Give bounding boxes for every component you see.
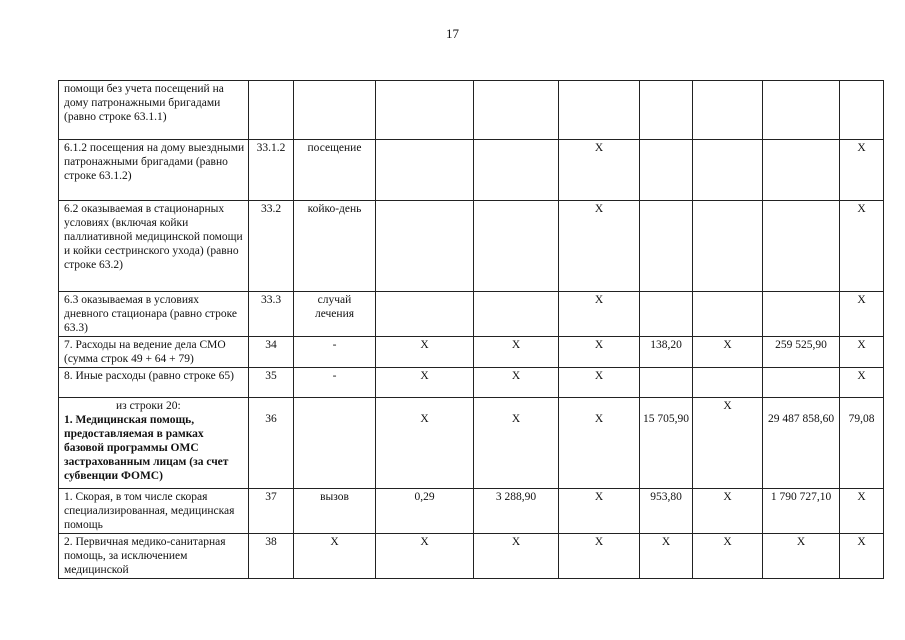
cell-col5: X (474, 398, 559, 489)
row-code: 33.1.2 (249, 140, 294, 201)
cell-col7 (640, 81, 693, 140)
cell-col6: X (559, 140, 640, 201)
row-name: 6.1.2 посещения на дому выездными патронажными бригадами (равно строке 63.1.2) (59, 140, 249, 201)
cell-col7: 138,20 (640, 337, 693, 368)
row-name: помощи без учета посещений на дому патронажными бригадами (равно строке 63.1.1) (59, 81, 249, 140)
cell-col9 (763, 81, 840, 140)
cell-col8 (693, 140, 763, 201)
cell-col5 (474, 201, 559, 292)
table-row (59, 140, 884, 201)
cell-col9 (763, 140, 840, 201)
row-code (249, 81, 294, 140)
cell-col4 (376, 140, 474, 201)
cell-col4 (376, 201, 474, 292)
cell-col10: X (840, 368, 884, 398)
table-row (59, 368, 884, 398)
table-row (59, 292, 884, 337)
cell-col10: 79,08 (840, 398, 884, 489)
row-code: 33.2 (249, 201, 294, 292)
cell-col9 (763, 292, 840, 337)
cell-col4: X (376, 368, 474, 398)
cell-col4: X (376, 337, 474, 368)
cell-col10: X (840, 489, 884, 534)
cell-col7 (640, 368, 693, 398)
row-name: 6.2 оказываемая в стационарных условиях (включая койки паллиативной медицинской помощи и койки сестринского ухода) (равно строке 63.2) (59, 201, 249, 292)
row-code: 35 (249, 368, 294, 398)
cell-col6: X (559, 337, 640, 368)
row-unit: койко-день (294, 201, 376, 292)
row-unit: - (294, 368, 376, 398)
cell-col8: X (693, 398, 763, 489)
cell-col5: 3 288,90 (474, 489, 559, 534)
row-name: 1. Скорая, в том числе скорая специализированная, медицинская помощь (59, 489, 249, 534)
row-unit: случай лечения (294, 292, 376, 337)
cell-col7 (640, 201, 693, 292)
row-name: 8. Иные расходы (равно строке 65) (59, 368, 249, 398)
cell-col4: X (376, 534, 474, 579)
table-row (59, 534, 884, 579)
row-code: 37 (249, 489, 294, 534)
cell-col6: X (559, 368, 640, 398)
row-name: 7. Расходы на ведение дела СМО (сумма строк 49 + 64 + 79) (59, 337, 249, 368)
cell-col4 (376, 81, 474, 140)
table-row (59, 489, 884, 534)
row-name: 6.3 оказываемая в условиях дневного стационара (равно строке 63.3) (59, 292, 249, 337)
cell-col10: X (840, 292, 884, 337)
table-row (59, 81, 884, 140)
row-code: 38 (249, 534, 294, 579)
cell-col6: X (559, 398, 640, 489)
row-unit: посещение (294, 140, 376, 201)
row-code: 36 (249, 398, 294, 489)
cell-col9: X (763, 534, 840, 579)
row-code: 34 (249, 337, 294, 368)
cell-col5: X (474, 534, 559, 579)
row-unit (294, 81, 376, 140)
table-row (59, 337, 884, 368)
row-code: 33.3 (249, 292, 294, 337)
row-unit: вызов (294, 489, 376, 534)
cell-col10: X (840, 140, 884, 201)
cell-col6 (559, 81, 640, 140)
cell-col7 (640, 292, 693, 337)
cell-col9: 1 790 727,10 (763, 489, 840, 534)
cell-col5: X (474, 337, 559, 368)
row-name: 2. Первичная медико-санитарная помощь, за исключением медицинской (59, 534, 249, 579)
table-row (59, 398, 884, 489)
cell-col10: X (840, 534, 884, 579)
cell-col7: 15 705,90 (640, 398, 693, 489)
cell-col10 (840, 81, 884, 140)
data-table (58, 80, 884, 579)
cell-col7: X (640, 534, 693, 579)
cell-col10: X (840, 201, 884, 292)
cell-col9 (763, 201, 840, 292)
cell-col4 (376, 292, 474, 337)
cell-col8: X (693, 337, 763, 368)
cell-col8 (693, 368, 763, 398)
cell-col8: X (693, 534, 763, 579)
cell-col10: X (840, 337, 884, 368)
cell-col7 (640, 140, 693, 201)
cell-col4: 0,29 (376, 489, 474, 534)
row-name: 1. Медицинская помощь, предоставляемая в рамках базовой программы ОМС застрахованным лицам (за счет субвенции ФОМС) (64, 414, 229, 482)
row-unit: - (294, 337, 376, 368)
cell-col6: X (559, 292, 640, 337)
cell-col8 (693, 292, 763, 337)
cell-col5 (474, 292, 559, 337)
row-name-prefix: из строки 20: (116, 400, 181, 412)
cell-col4: X (376, 398, 474, 489)
cell-col7: 953,80 (640, 489, 693, 534)
cell-col8: X (693, 489, 763, 534)
cell-col5 (474, 140, 559, 201)
cell-col8 (693, 81, 763, 140)
page-number: 17 (446, 26, 459, 41)
cell-col8 (693, 201, 763, 292)
cell-col5 (474, 81, 559, 140)
cell-col9 (763, 368, 840, 398)
row-unit (294, 398, 376, 489)
cell-col6: X (559, 534, 640, 579)
cell-col6: X (559, 489, 640, 534)
cell-col9: 29 487 858,60 (763, 398, 840, 489)
cell-col9: 259 525,90 (763, 337, 840, 368)
row-name-group (59, 398, 249, 489)
row-unit: X (294, 534, 376, 579)
cell-col6: X (559, 201, 640, 292)
cell-col5: X (474, 368, 559, 398)
table-row (59, 201, 884, 292)
